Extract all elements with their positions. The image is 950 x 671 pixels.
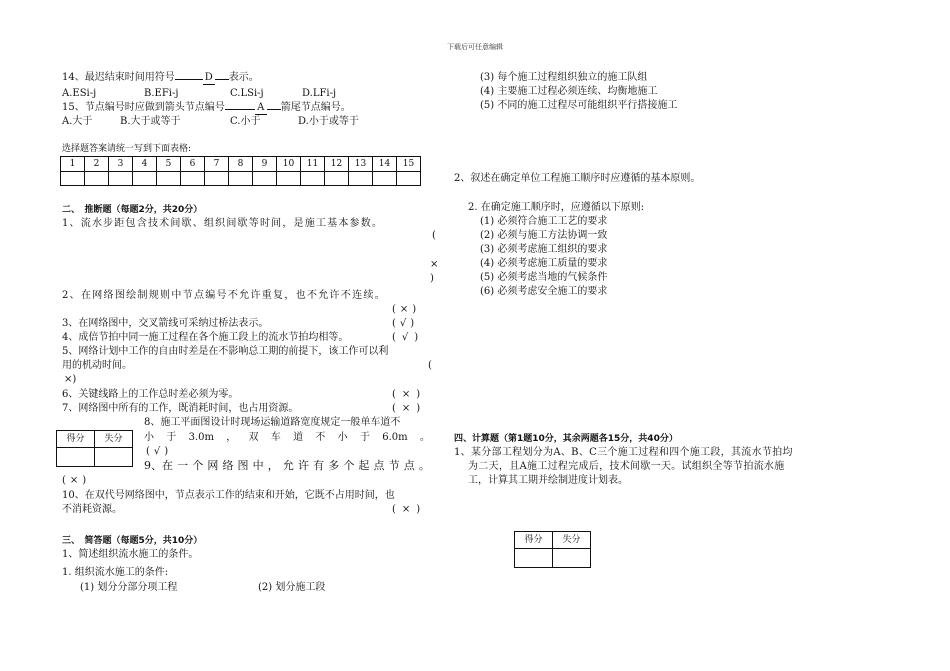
- q9-word: 。: [418, 459, 430, 472]
- s3-answer-title: 1. 组织流水施工的条件:: [62, 567, 169, 578]
- s2-q8-line2: [144, 431, 430, 445]
- q14-option-b: B.EFi-j: [144, 88, 179, 99]
- s3-q2-item: (6) 必须考虑安全施工的要求: [480, 286, 608, 297]
- score-header: 得分: [57, 431, 95, 448]
- answer-number: 3: [109, 157, 133, 172]
- answer-cell[interactable]: [61, 172, 85, 186]
- s2-q5-mark: ×): [64, 374, 77, 385]
- q8-word: 6.0m: [382, 432, 408, 443]
- answer-table-caption: 选择题答案请统一写到下面表格:: [62, 144, 192, 154]
- s2-q8-mark: (√): [146, 446, 173, 457]
- answer-number: 8: [229, 157, 253, 172]
- s2-q8-line1: 8、施工平面图设计时现场运输道路宽度规定一般单车道不: [144, 417, 401, 428]
- q8-word: 小: [144, 432, 154, 443]
- s3-answer-item-2: (2) 划分施工段: [258, 582, 326, 593]
- q9-word: ，: [267, 459, 279, 472]
- answer-number: 7: [205, 157, 229, 172]
- q15-suffix: 箭尾节点编号。: [280, 102, 351, 113]
- s3-q2-item: (5) 必须考虑当地的气候条件: [480, 272, 608, 283]
- q14-option-c: C.LSi-j: [230, 88, 264, 99]
- lost-header: 失分: [95, 431, 133, 448]
- q8-word: 于: [166, 432, 177, 443]
- q9-word: 网: [207, 459, 219, 472]
- page-header: 下载后可任意编辑: [447, 43, 503, 51]
- q8-word: 双: [248, 432, 259, 443]
- s2-q7: 7、网络图中所有的工作，既消耗时间，也占用资源。: [62, 403, 299, 414]
- answer-cell[interactable]: [133, 172, 157, 186]
- s2-q1-mark-close: ): [430, 273, 434, 284]
- q8-word: 道: [293, 432, 304, 443]
- q14-suffix: 表示。: [228, 72, 259, 83]
- answer-cell[interactable]: [85, 172, 109, 186]
- s2-q3: 3、在网络图中，交叉箭线可采纳过桥法表示。: [62, 318, 269, 329]
- q15-option-c: C.小于: [230, 116, 261, 127]
- q8-word: 于: [359, 432, 370, 443]
- question-15: [62, 101, 351, 115]
- s3-q2-answer-title: 2. 在确定施工顺序时，应遵循以下原则:: [468, 202, 645, 213]
- s3-q2-item: (2) 必须与施工方法协调一致: [480, 230, 608, 241]
- answer-number: 11: [301, 157, 325, 172]
- q9-word: 点: [403, 459, 415, 472]
- q8-word: 。: [419, 432, 430, 443]
- q14-prefix: 14、最迟结束时间用符号: [62, 72, 175, 83]
- s2-q5-line1: 5、网络计划中工作的自由时差是在不影响总工期的前提下，该工作可以利: [62, 346, 389, 357]
- s2-q5-line2: 用的机动时间。: [62, 360, 132, 371]
- s2-q2-mark: (×): [392, 304, 421, 315]
- answer-cell[interactable]: [325, 172, 349, 186]
- lost-cell[interactable]: [95, 448, 133, 467]
- answer-cell[interactable]: [205, 172, 229, 186]
- q8-word: ，: [226, 432, 237, 443]
- q9-word: 有: [313, 459, 325, 472]
- q9-word: 个: [192, 459, 204, 472]
- q9-word: 点: [373, 459, 385, 472]
- s2-q10-line2: 不消耗资源。: [62, 504, 122, 515]
- answer-cell[interactable]: [109, 172, 133, 186]
- q9-word: 多: [328, 459, 340, 472]
- answer-number: 15: [397, 157, 421, 172]
- q9-word: 一: [177, 459, 189, 472]
- answer-number: 6: [181, 157, 205, 172]
- q15-prefix: 15、节点编号时应做到箭头节点编号: [62, 102, 225, 113]
- q9-word: 9、在: [144, 459, 173, 472]
- answer-number: 5: [157, 157, 181, 172]
- s4-q1-line3: 工，计算其工期并绘制进度计划表。: [468, 475, 628, 486]
- s2-q4-mark: (√): [392, 332, 425, 343]
- s3-answer-item-1: (1) 划分分部分项工程: [80, 582, 178, 593]
- answer-number: 13: [349, 157, 373, 172]
- s2-q9: [144, 459, 430, 473]
- s3-q2-item: (4) 必须考虑施工质量的要求: [480, 258, 608, 269]
- s3-answer-item-5: (5) 不同的施工过程尽可能组织平行搭接施工: [480, 100, 678, 111]
- s3-q2: 2、叙述在确定单位工程施工顺序时应遵循的基本原则。: [454, 173, 701, 184]
- s3-q2-item: (3) 必须考虑施工组织的要求: [480, 244, 608, 255]
- answer-cell[interactable]: [157, 172, 181, 186]
- answer-number: 10: [277, 157, 301, 172]
- q9-word: 络: [222, 459, 234, 472]
- q9-word: 节: [388, 459, 400, 472]
- answer-cell[interactable]: [349, 172, 373, 186]
- q9-word: 中: [252, 459, 264, 472]
- s2-q2: 2、在网络图绘制规则中节点编号不允许重复，也不允许不连续。: [62, 290, 387, 301]
- q15-blank-left: [225, 109, 255, 110]
- q15-option-d: D.小于或等于: [298, 116, 359, 127]
- s2-q5-open: (: [428, 360, 432, 371]
- q8-word: 小: [337, 432, 348, 443]
- s2-q10-line1: 10、在双代号网络图中，节点表示工作的结束和开始，它既不占用时间，也: [62, 490, 395, 501]
- q15-option-b: B.大于或等于: [120, 116, 181, 127]
- lost-cell[interactable]: [553, 549, 591, 568]
- q9-word: 图: [237, 459, 249, 472]
- q9-word: 许: [297, 459, 309, 472]
- q9-word: 允: [282, 459, 294, 472]
- q8-word: 不: [315, 432, 326, 443]
- answer-number: 14: [373, 157, 397, 172]
- q14-answer: D: [204, 72, 213, 83]
- s3-q1: 1、简述组织流水施工的条件。: [62, 549, 199, 560]
- q8-word: 3.0m: [188, 432, 214, 443]
- s3-answer-item-3: (3) 每个施工过程组织独立的施工队组: [480, 72, 648, 83]
- s3-answer-item-4: (4) 主要施工过程必须连续、均衡地施工: [480, 86, 658, 97]
- answer-number: 4: [133, 157, 157, 172]
- s2-q7-mark: (×): [392, 403, 427, 414]
- answer-cell[interactable]: [397, 172, 421, 186]
- q14-option-d: D.LFi-j: [302, 88, 337, 99]
- answer-cell[interactable]: [229, 172, 253, 186]
- answer-number: 9: [253, 157, 277, 172]
- q15-answer: A: [255, 102, 267, 115]
- s2-q6: 6、关键线路上的工作总时差必须为零。: [62, 389, 239, 400]
- q8-word: 车: [270, 432, 281, 443]
- s2-q9-mark: (×): [62, 475, 91, 486]
- s3-q2-item: (1) 必须符合施工工艺的要求: [480, 216, 608, 227]
- q15-blank-right: [267, 109, 281, 110]
- s2-q3-mark: (√): [392, 318, 419, 329]
- answer-cell[interactable]: [253, 172, 277, 186]
- q15-option-a: A.大于: [62, 116, 93, 127]
- answer-table-answer-row: [61, 172, 421, 186]
- q14-blank-right: [215, 79, 229, 80]
- answer-number: 2: [85, 157, 109, 172]
- s2-q4: 4、成倍节拍中同一施工过程在各个施工段上的流水节拍均相等。: [62, 332, 349, 343]
- section-3-title: 三、 简答题（每题5分，共10分）: [62, 536, 203, 546]
- answer-cell[interactable]: [181, 172, 205, 186]
- answer-table-header-row: [61, 157, 421, 172]
- s2-q1-mark-open: (: [432, 230, 436, 241]
- s2-q10-mark: (×): [392, 504, 427, 515]
- q9-word: 起: [358, 459, 370, 472]
- answer-table: [60, 156, 421, 186]
- s2-q6-mark: (×): [392, 389, 427, 400]
- answer-number: 12: [325, 157, 349, 172]
- lost-header: 失分: [553, 532, 591, 549]
- answer-number: 1: [61, 157, 85, 172]
- question-14: [62, 71, 259, 85]
- s4-q1-line1: 1、某分部工程划分为A、B、C三个施工过程和四个施工段，其流水节拍均: [454, 447, 793, 458]
- q14-option-a: A.ESi-j: [62, 88, 97, 99]
- score-box-right: [514, 531, 591, 568]
- q9-word: 个: [343, 459, 355, 472]
- score-cell[interactable]: [57, 448, 95, 467]
- answer-cell[interactable]: [277, 172, 301, 186]
- s4-q1-line2: 为二天，且A施工过程完成后，技术间歇一天。试组织全等节拍流水施: [468, 461, 785, 472]
- s2-q1: 1、流水步距包含技术间歇、组织间歇等时间，是施工基本参数。: [62, 218, 384, 229]
- score-box-left: [56, 430, 133, 467]
- q14-blank-left: [175, 79, 203, 80]
- score-header: 得分: [515, 532, 553, 549]
- section-4-title: 四、计算题（第1题10分，其余两题各15分，共40分）: [454, 434, 678, 444]
- answer-cell[interactable]: [301, 172, 325, 186]
- answer-cell[interactable]: [373, 172, 397, 186]
- section-2-title: 二、 推断题（每题2分，共20分）: [62, 205, 203, 215]
- score-cell[interactable]: [515, 549, 553, 568]
- s2-q1-mark: ×: [430, 259, 439, 270]
